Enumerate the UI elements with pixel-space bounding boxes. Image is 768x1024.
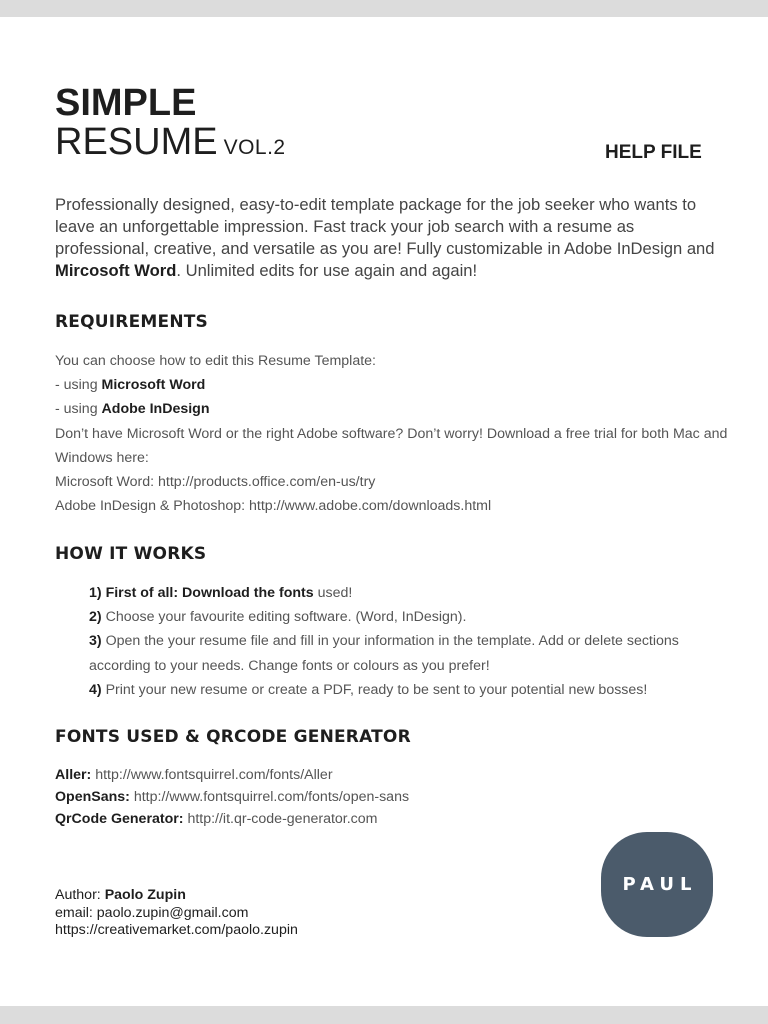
step-number: 1) — [89, 585, 102, 601]
paul-logo — [601, 832, 713, 937]
title-resume-text: RESUME — [55, 121, 218, 163]
font-opensans-url[interactable]: http://www.fontsquirrel.com/fonts/open-sans — [129, 789, 410, 805]
font-opensans — [55, 786, 735, 808]
step-1-text: used! — [313, 585, 353, 601]
option-prefix: - using — [55, 401, 102, 418]
intro-text-2: . Unlimited edits for use again and again! — [176, 261, 478, 280]
qrcode-generator — [55, 808, 735, 830]
step-1-bold: First of all: Download the fonts — [101, 585, 314, 601]
step-2 — [89, 605, 739, 629]
requirements-word-link[interactable]: Microsoft Word: http://products.office.com/en-us/try — [55, 474, 376, 491]
how-it-works-heading: HOW IT WORKS — [55, 544, 207, 564]
author-url[interactable]: https://creativemarket.com/paolo.zupin — [55, 922, 298, 938]
option-word-name: Microsoft Word — [101, 377, 206, 394]
requirements-option-word — [55, 373, 735, 397]
font-aller-label: Aller: — [55, 767, 92, 783]
option-indesign-name: Adobe InDesign — [101, 401, 210, 418]
how-it-works-steps — [89, 581, 739, 702]
requirements-adobe-link[interactable]: Adobe InDesign & Photoshop: http://www.adobe.com/downloads.html — [55, 498, 492, 515]
step-number: 2) — [89, 609, 102, 626]
qrcode-label: QrCode Generator: — [55, 811, 184, 827]
intro-paragraph — [55, 194, 720, 282]
step-number: 3) — [89, 633, 102, 650]
step-2-text: Choose your favourite editing software. (Word, InDesign). — [101, 609, 467, 626]
requirements-body — [55, 349, 735, 518]
requirements-heading: REQUIREMENTS — [55, 312, 208, 332]
author-name: Paolo Zupin — [104, 887, 186, 903]
step-4 — [89, 678, 739, 702]
font-aller — [55, 764, 735, 786]
fonts-heading: FONTS USED & QRCODE GENERATOR — [55, 727, 411, 747]
qrcode-url[interactable]: http://it.qr-code-generator.com — [183, 811, 378, 827]
help-file-label: HELP FILE — [605, 142, 702, 163]
step-1 — [89, 581, 739, 605]
title-resume — [55, 121, 286, 169]
requirements-intro: You can choose how to edit this Resume Template: — [55, 353, 376, 369]
step-number: 4) — [89, 681, 102, 698]
step-3 — [89, 629, 739, 677]
option-prefix: - using — [55, 377, 102, 394]
requirements-option-indesign — [55, 397, 735, 421]
intro-text-1: Professionally designed, easy-to-edit template package for the job seeker who wants to leave an unforgettable impression. Fast track your job search with a resume as professional, creative, and versatile as you are! Fully customizable in Adobe InDesign and — [55, 195, 715, 258]
title-volume: VOL.2 — [223, 136, 286, 159]
author-label: Author: — [55, 887, 105, 903]
title-simple: SIMPLE — [55, 82, 197, 124]
author-line — [55, 887, 298, 905]
step-4-text: Print your new resume or create a PDF, ready to be sent to your potential new bosses! — [101, 681, 648, 698]
paul-logo-text: PAUL — [622, 874, 698, 895]
intro-bold: Mircosoft Word — [55, 261, 177, 280]
fonts-list — [55, 764, 735, 830]
author-block — [55, 887, 298, 940]
font-aller-url[interactable]: http://www.fontsquirrel.com/fonts/Aller — [91, 767, 333, 783]
requirements-trial-text: Don’t have Microsoft Word or the right Adobe software? Don’t worry! Download a free trial for both Mac and Windows here: — [55, 425, 728, 466]
author-email[interactable]: email: paolo.zupin@gmail.com — [55, 904, 249, 921]
font-opensans-label: OpenSans: — [55, 789, 130, 805]
document-page — [0, 17, 768, 1006]
step-3-text: Open the your resume file and fill in your information in the template. Add or delete sections according to your needs. Change fonts or colours as you prefer! — [89, 633, 679, 674]
